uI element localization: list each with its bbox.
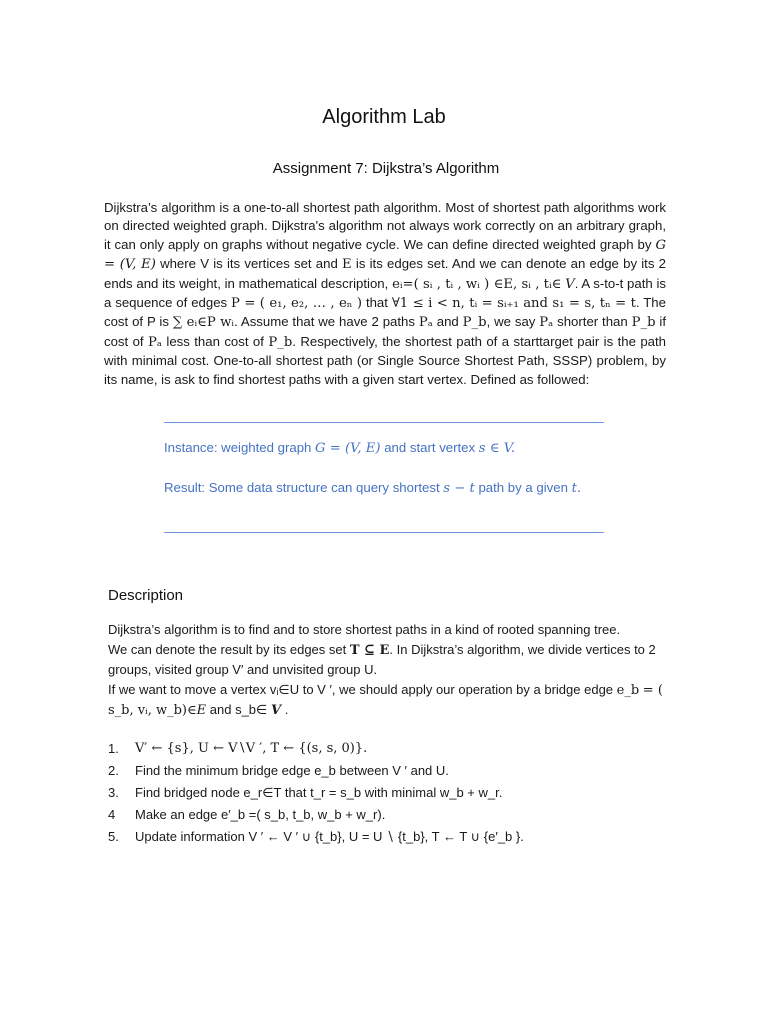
description-line-1: Dijkstra’s algorithm is to find and to store shortest paths in a kind of rooted spanning tree. bbox=[108, 622, 621, 637]
step-text: Find the minimum bridge edge e_b between V ′ and U. bbox=[135, 763, 449, 778]
step-item bbox=[108, 826, 668, 848]
bridge-vertex-set: V bbox=[270, 703, 282, 718]
instance-line bbox=[164, 440, 515, 456]
path-definition: P = ( e₁, e₂, … , eₙ ) bbox=[231, 296, 363, 312]
intro-text-6: . The cost of P is bbox=[104, 295, 666, 330]
path-a-2: Pₐ bbox=[539, 315, 554, 331]
description-line-2 bbox=[108, 640, 668, 680]
intro-text-5: that bbox=[365, 295, 388, 311]
bridge-edge-symbol: e_b bbox=[616, 682, 640, 698]
bridge-edges-set: E bbox=[196, 703, 207, 718]
path-condition: ∀1 ≤ i < n, tᵢ = sᵢ₊₁ and s₁ = s, tₙ = t bbox=[391, 296, 636, 312]
intro-text-8: and bbox=[436, 314, 459, 330]
description-line-3d: . bbox=[284, 702, 289, 717]
intro-paragraph bbox=[104, 199, 666, 389]
intro-text-13: . Respectively, the shortest path of a starttarget pair is the path with minimal cost. One-to-all shortest path (or Single Source Shortest Path, SSSP) problem, by its name, is ask to find shortest paths with a given start vertex. Defined as followed: bbox=[104, 333, 666, 387]
bridge-edge-definition: = ( s_b, vᵢ, w_b)∈ bbox=[108, 682, 663, 718]
path-a: Pₐ bbox=[418, 315, 433, 331]
intro-text-1: Dijkstra’s algorithm is a one-to-all shortest path algorithm. Most of shortest path algorithms work on directed weighted graph. Dijkstra's algorithm not always work correctly on an arbitrary graph, it can only apply on graphs without negative cycle. We can define directed weighted graph by bbox=[104, 200, 666, 252]
box-top-rule bbox=[164, 422, 604, 423]
intro-text-7: . Assume that we have 2 paths bbox=[234, 314, 415, 330]
assignment-subtitle: Assignment 7: Dijkstra’s Algorithm bbox=[272, 160, 500, 177]
intro-text-2: where V is its vertices set and bbox=[160, 256, 338, 272]
description-line-3a: If we want to move a vertex vᵢ∈U to V ′, we should apply our operation by a bridge edge bbox=[108, 681, 614, 697]
description-line-2b: . In Dijkstra’s algorithm, we divide vertices to 2 groups, visited group V′ and unvisited group U. bbox=[108, 641, 656, 677]
description-line-3 bbox=[108, 680, 668, 721]
instance-mid: and start vertex bbox=[384, 440, 476, 455]
instance-vertex: s ∈ V. bbox=[478, 441, 516, 456]
edge-definition: eᵢ=( sᵢ , tᵢ , wᵢ ) ∈E, sᵢ , tᵢ∈ bbox=[392, 276, 562, 292]
step-text: Make an edge e′_b =( s_b, t_b, w_b + w_r). bbox=[135, 807, 386, 822]
step-text: Update information V ′ ← V ′ ∪ {t_b}, U = U ∖ {t_b}, T ← T ∪ {e′_b }. bbox=[135, 829, 524, 844]
intro-text-3: is its edges set. And we can denote an edge by its 2 ends and its weight, in mathematical description, bbox=[104, 256, 666, 291]
path-b-2: P_b bbox=[631, 315, 656, 331]
step-number: 1. bbox=[108, 741, 119, 756]
step-number: 5. bbox=[108, 829, 119, 844]
intro-text-12: less than cost of bbox=[166, 333, 264, 349]
step-item bbox=[108, 804, 668, 826]
path-b-3: P_b bbox=[268, 334, 293, 350]
step-number: 2. bbox=[108, 763, 119, 778]
result-line bbox=[164, 480, 581, 496]
result-prefix: Result: Some data structure can query shortest bbox=[164, 480, 440, 495]
intro-text-9: , we say bbox=[486, 314, 536, 330]
description-line-2a: We can denote the result by its edges set bbox=[108, 641, 347, 657]
step-number: 3. bbox=[108, 785, 119, 800]
result-mid: path by a given bbox=[478, 480, 568, 495]
document-title: Algorithm Lab bbox=[322, 106, 446, 128]
algorithm-steps bbox=[108, 738, 668, 848]
step-number: 4 bbox=[108, 807, 116, 822]
path-a-3: Pₐ bbox=[148, 334, 162, 350]
instance-prefix: Instance: weighted graph bbox=[164, 440, 312, 455]
instance-graph: G = (V, E) bbox=[315, 441, 381, 456]
tree-subset-symbol: T ⊆ E bbox=[349, 642, 390, 658]
cost-formula: ∑ eᵢ∈P wᵢ bbox=[172, 315, 235, 331]
step-text: V′ ← {s}, U ← V∖V ′, T ← {(s, s, 0)}. bbox=[135, 741, 368, 756]
box-bottom-rule bbox=[164, 532, 604, 533]
path-b: P_b bbox=[462, 315, 487, 331]
intro-text-4: . A s-to-t path is a sequence of edges bbox=[104, 275, 666, 311]
description-paragraph bbox=[108, 620, 668, 721]
edges-symbol: E bbox=[342, 257, 352, 273]
description-heading: Description bbox=[108, 587, 184, 604]
result-path: s − t bbox=[443, 481, 475, 496]
intro-text-10: shorter than bbox=[557, 314, 628, 330]
description-line-3c: and s_b∈ bbox=[209, 702, 268, 717]
step-item bbox=[108, 760, 668, 782]
step-item bbox=[108, 738, 668, 760]
step-item bbox=[108, 782, 668, 804]
vertices-symbol: V bbox=[565, 276, 575, 292]
intro-text-11: if cost of bbox=[104, 314, 667, 349]
result-target: t. bbox=[571, 481, 582, 496]
step-text: Find bridged node e_r∈T that t_r = s_b with minimal w_b + w_r. bbox=[135, 785, 503, 800]
graph-definition: G = (V, E) bbox=[104, 237, 666, 273]
